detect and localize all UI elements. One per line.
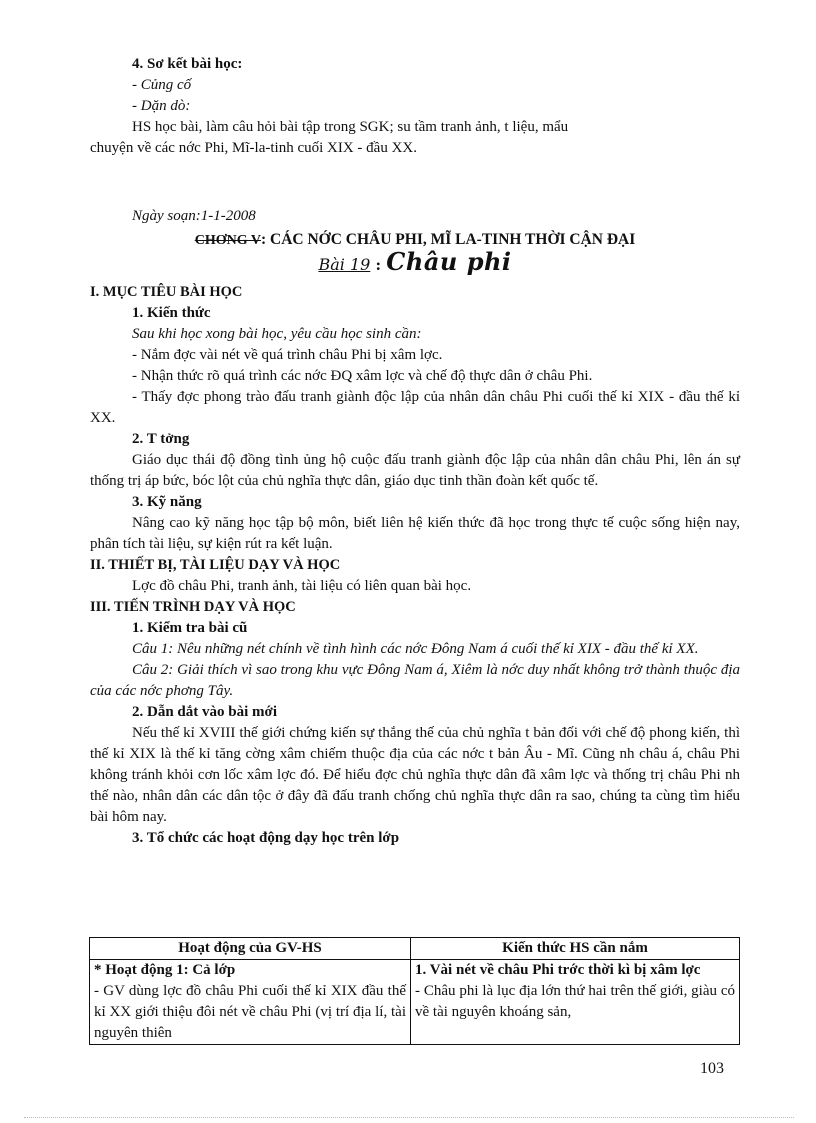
table-row (90, 960, 740, 1045)
knowledge-point-3: - Thấy đợc phong trào đấu tranh giành độc lập của nhân dân châu Phi cuối thế kỉ XIX - đầu thế kỉ XX. (90, 389, 740, 426)
knowledge-heading: 1. Kiến thức (132, 305, 211, 321)
skills-heading: 3. Kỹ năng (132, 494, 202, 510)
lesson-title (90, 247, 740, 276)
activity-1-text: - GV dùng lợc đồ châu Phi cuối thế kỉ XIX đầu thế kỉ XX giới thiệu đôi nét về châu Phi (vị trí địa lí, tài nguyên thiên (94, 983, 406, 1041)
preparation-date: Ngày soạn:1-1-2008 (132, 208, 256, 224)
activities-heading: 3. Tổ chức các hoạt động dạy học trên lớp (132, 830, 400, 846)
summary-item-consolidate: - Củng cố (132, 77, 192, 93)
activity-1-heading: * Hoạt động 1: Cả lớp (94, 962, 236, 978)
section-objectives-heading: I. MỤC TIÊU BÀI HỌC (90, 284, 243, 300)
homework-line-1: HS học bài, làm câu hỏi bài tập trong SGK; su tầm tranh ảnh, t liệu, mẩu (132, 119, 569, 135)
table-cell-knowledge (411, 960, 740, 1045)
question-2: Câu 2: Giải thích vì sao trong khu vực Đông Nam á, Xiêm là nớc duy nhất không trở thành thuộc địa của các nớc phơng Tây. (90, 662, 740, 699)
ideology-heading: 2. T tởng (132, 431, 190, 447)
question-1: Câu 1: Nêu những nét chính về tình hình các nớc Đông Nam á cuối thế kỉ XIX - đầu thế kỉ XX. (132, 641, 699, 657)
knowledge-1-text: - Châu phi là lục địa lớn thứ hai trên thế giới, giàu có về tài nguyên khoáng sản, (415, 983, 735, 1020)
knowledge-intro: Sau khi học xong bài học, yêu cầu học sinh cần: (132, 326, 422, 342)
new-lesson-intro-text: Nếu thế kỉ XVIII thế giới chứng kiến sự thắng thế của chủ nghĩa t bản đối với chế độ phong kiến, thì thế kỉ XIX là thế kỉ tăng cờng xâm chiếm thuộc địa của các nớc t bản Âu - Mĩ. Cũng nh châu á, châu Phi không tránh khỏi cơn lốc xâm lợc đó. Để hiểu đợc chủ nghĩa thực dân đã xâm lợc và thống trị châu Phi nh thế nào, nhân dân các dân tộc ở đây đã đấu tranh chống chủ nghĩa thực dân ra sao, chúng ta cùng tìm hiểu bài hôm nay. (90, 725, 740, 825)
skills-text: Nâng cao kỹ năng học tập bộ môn, biết liên hệ kiến thức đã học trong thực tế cuộc sống hiện nay, phân tích tài liệu, sự kiện rút ra kết luận. (90, 515, 740, 552)
section-process-heading: III. TIẾN TRÌNH DẠY VÀ HỌC (90, 599, 296, 615)
equipment-text: Lợc đồ châu Phi, tranh ảnh, tài liệu có liên quan bài học. (132, 578, 472, 594)
knowledge-point-1: - Nắm đợc vài nét về quá trình châu Phi bị xâm lợc. (132, 347, 443, 363)
lesson-name: Châu phi (386, 247, 512, 276)
table-header-knowledge: Kiến thức HS cần nắm (411, 938, 740, 960)
old-lesson-check-heading: 1. Kiểm tra bài cũ (132, 620, 248, 636)
section-equipment-heading: II. THIẾT BỊ, TÀI LIỆU DẠY VÀ HỌC (90, 557, 341, 573)
new-lesson-intro-heading: 2. Dẫn dắt vào bài mới (132, 704, 277, 720)
summary-item-instructions: - Dặn dò: (132, 98, 191, 114)
lesson-number: Bài 19 (318, 255, 371, 274)
summary-heading: 4. Sơ kết bài học: (132, 56, 243, 72)
lesson-colon: : (370, 256, 387, 274)
activities-table (89, 937, 740, 1045)
homework-line-2: chuyện về các nớc Phi, Mĩ-la-tinh cuối XIX - đầu XX. (90, 140, 418, 156)
chapter-name: : CÁC NỚC CHÂU PHI, MĨ LA-TINH THỜI CẬN ĐẠI (260, 231, 636, 248)
knowledge-1-heading: 1. Vài nét về châu Phi trớc thời kì bị xâm lợc (415, 962, 701, 978)
document-body (90, 54, 740, 849)
page-number: 103 (700, 1060, 724, 1077)
table-cell-activity (90, 960, 411, 1045)
table-header-teacher-student: Hoạt động của GV-HS (90, 938, 411, 960)
table-header-row (90, 938, 740, 960)
chapter-prefix: CHƠNG V (194, 233, 261, 248)
ideology-text: Giáo dục thái độ đồng tình ủng hộ cuộc đấu tranh giành độc lập của nhân dân châu Phi, lên án sự thống trị áp bức, bóc lột của chủ nghĩa thực dân, giáo dục tinh thần đoàn kết quốc tế. (90, 452, 740, 489)
knowledge-point-2: - Nhận thức rõ quá trình các nớc ĐQ xâm lợc và chế độ thực dân ở châu Phi. (132, 368, 593, 384)
page-bottom-divider (24, 1117, 794, 1118)
